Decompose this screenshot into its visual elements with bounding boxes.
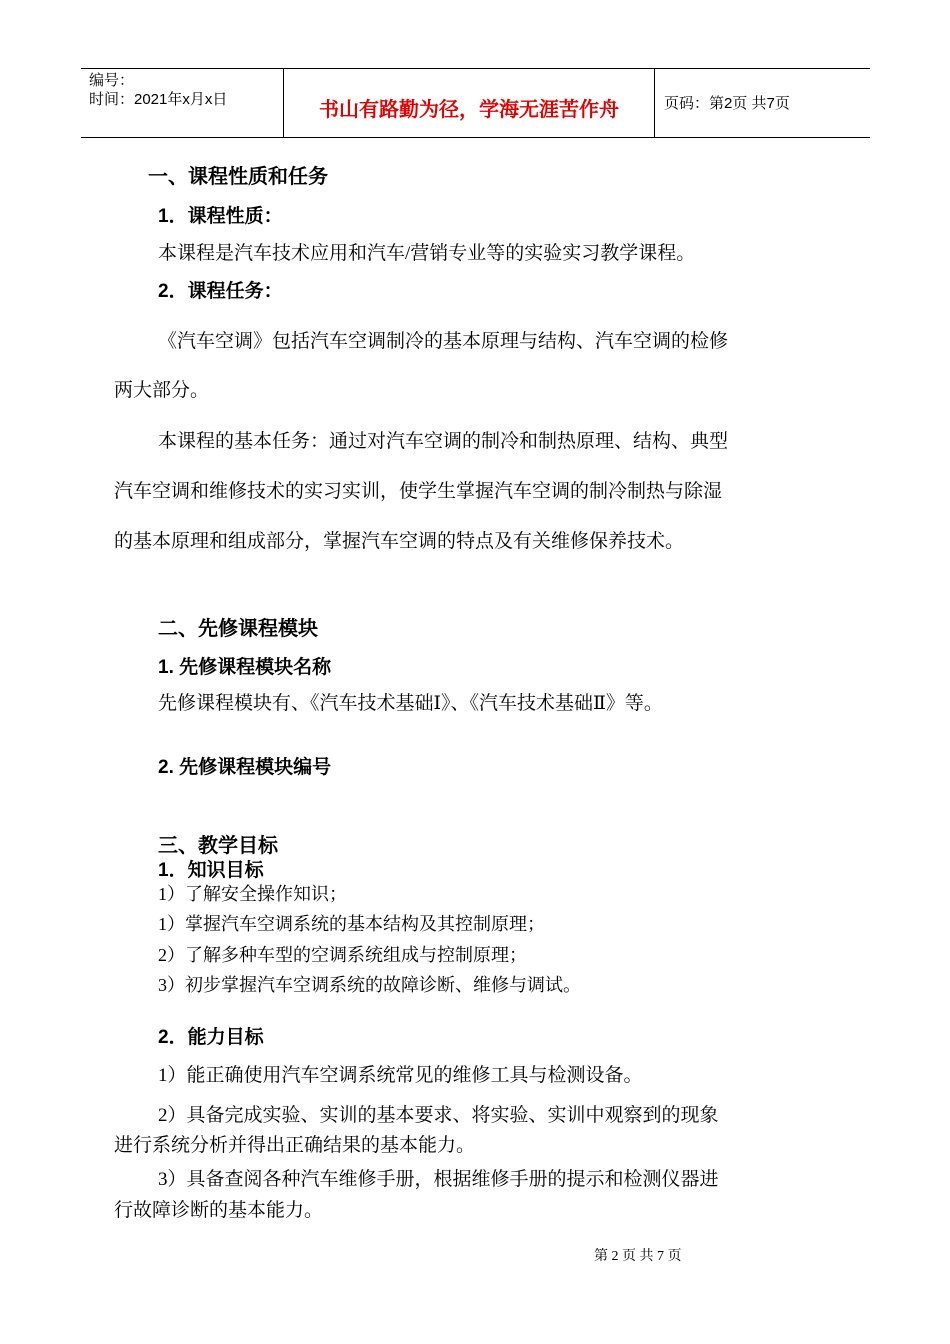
time-label: 时间：2021年x月x日: [89, 91, 228, 108]
page-header-table: [81, 68, 870, 138]
section1-title: 一、课程性质和任务: [148, 166, 328, 188]
section1-para1-line2: 两大部分。: [114, 380, 210, 401]
knowledge-item: 2）了解多种车型的空调系统组成与控制原理；: [158, 945, 527, 965]
section2-sub1-title: 1. 先修课程模块名称: [158, 657, 332, 678]
section3-sub1-title: 1．知识目标: [158, 860, 264, 881]
page-footer: 第 2 页 共 7 页: [594, 1249, 682, 1264]
section2-sub2-title: 2. 先修课程模块编号: [158, 757, 332, 778]
section2-title: 二、先修课程模块: [158, 618, 318, 640]
section1-para2-line1: 本课程的基本任务：通过对汽车空调的制冷和制热原理、结构、典型: [158, 431, 729, 452]
page-label: 页码：第2页 共7页: [664, 95, 790, 112]
section3-title: 三、教学目标: [158, 835, 278, 857]
section1-sub1-title: 1．课程性质：: [158, 206, 283, 227]
header-page-cell: [654, 69, 870, 137]
ability-item-3-line1: 3）具备查阅各种汽车维修手册，根据维修手册的提示和检测仪器进: [158, 1169, 719, 1190]
section1-para1-line1: 《汽车空调》包括汽车空调制冷的基本原理与结构、汽车空调的检修: [158, 331, 729, 352]
ability-item-2-line1: 2）具备完成实验、实训的基本要求、将实验、实训中观察到的现象: [158, 1105, 719, 1126]
knowledge-item: 1）掌握汽车空调系统的基本结构及其控制原理；: [158, 914, 545, 934]
section2-sub1-text: 先修课程模块有、《汽车技术基础Ⅰ》、《汽车技术基础Ⅱ》等。: [158, 693, 663, 714]
number-label: 编号：: [89, 72, 135, 89]
header-motto-cell: [283, 69, 655, 137]
knowledge-item: 1）了解安全操作知识；: [158, 884, 347, 904]
section3-sub2-title: 2．能力目标: [158, 1027, 264, 1048]
ability-item-1: 1）能正确使用汽车空调系统常见的维修工具与检测设备。: [158, 1065, 643, 1086]
knowledge-item: 3）初步掌握汽车空调系统的故障诊断、维修与调试。: [158, 975, 581, 995]
ability-item-3-line2: 行故障诊断的基本能力。: [114, 1200, 324, 1221]
section1-sub1-text: 本课程是汽车技术应用和汽车/营销专业等的实验实习教学课程。: [158, 243, 696, 264]
section1-sub2-title: 2．课程任务：: [158, 281, 283, 302]
section1-para2-line3: 的基本原理和组成部分，掌握汽车空调的特点及有关维修保养技术。: [114, 531, 685, 552]
motto-text: 书山有路勤为径，学海无涯苦作舟: [319, 99, 619, 121]
section1-para2-line2: 汽车空调和维修技术的实习实训，使学生掌握汽车空调的制冷制热与除湿: [114, 481, 723, 502]
header-info-cell: [81, 69, 283, 137]
ability-item-2-line2: 进行系统分析并得出正确结果的基本能力。: [114, 1135, 476, 1156]
